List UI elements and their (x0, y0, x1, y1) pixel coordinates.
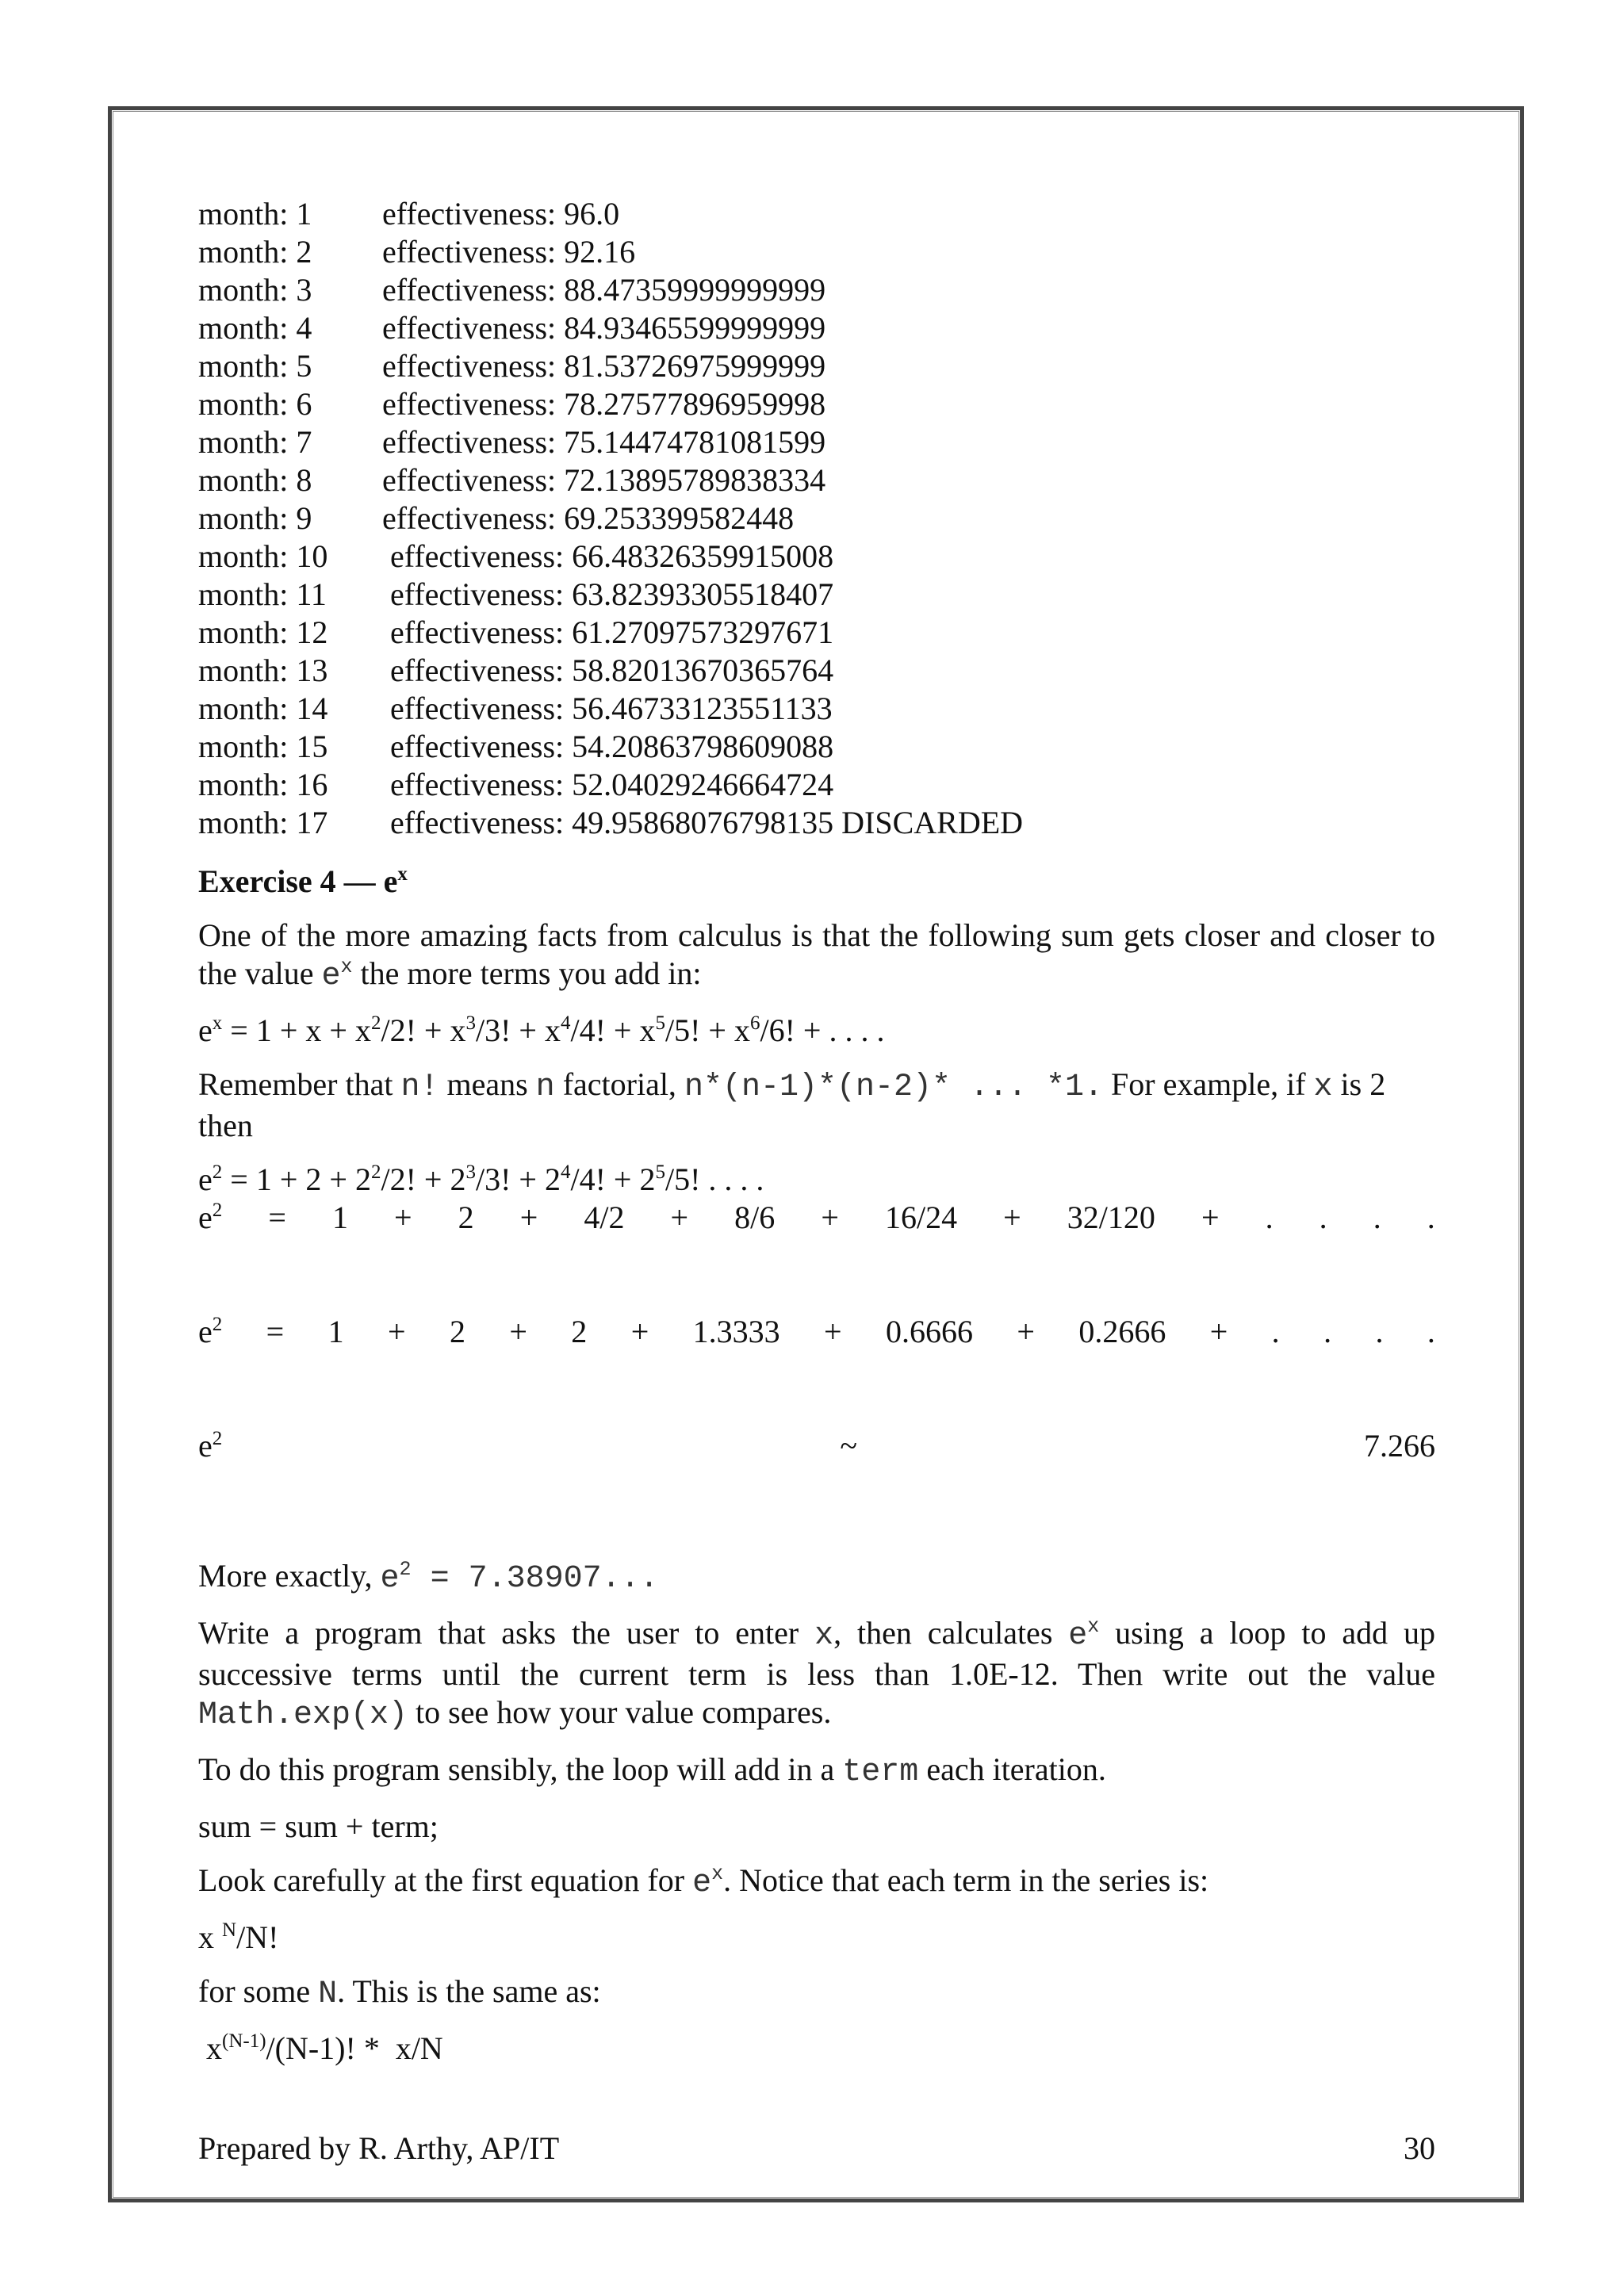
equation-term: + (1003, 1200, 1021, 1235)
effectiveness-value: effectiveness: 49.95868076798135 DISCARDED (390, 805, 1024, 840)
table-row (198, 423, 1435, 461)
e2-approx-line: $e^2$ ~ 7.266 (198, 1428, 1435, 1464)
table-row (198, 766, 1435, 804)
equation-term: + (519, 1200, 538, 1235)
month-label: month: 3 (198, 272, 312, 308)
effectiveness-value: effectiveness: 72.13895789838334 (382, 462, 826, 498)
equation-term: 0.6666 (885, 1314, 973, 1349)
equation-term: + (670, 1200, 689, 1235)
page-footer (198, 2130, 1435, 2167)
equation-term: + (1017, 1314, 1035, 1349)
equation-term: 1 (327, 1314, 344, 1349)
table-row (198, 385, 1435, 423)
effectiveness-value: effectiveness: 66.48326359915008 (390, 538, 834, 574)
equation-term: 2 (449, 1314, 465, 1349)
equation-term: . (1271, 1314, 1280, 1349)
program-task-paragraph: Write a program that asks the user to enter x, then calculates $e^x$ using a loop to add up successive terms until the current term is less than 1.0E-12. Then write out the value Math.exp(x) to see how your value compares. (198, 1615, 1435, 1733)
equation-term: 8/6 (734, 1200, 776, 1235)
month-label: month: 12 (198, 614, 328, 650)
month-label: month: 14 (198, 691, 328, 726)
same-as-paragraph: for some N. This is the same as: (198, 1973, 601, 2012)
table-row (198, 614, 1435, 652)
month-label: month: 9 (198, 500, 312, 536)
table-row (198, 690, 1435, 728)
effectiveness-value: effectiveness: 78.27577896959998 (382, 386, 826, 422)
table-row (198, 347, 1435, 385)
table-row (198, 309, 1435, 347)
term-recurrence-formula: $x^{(N-1)}/(N-1)$! * x/N (198, 2030, 443, 2066)
equation-term: . (1375, 1314, 1384, 1349)
factorial-paragraph: Remember that n! means n factorial, n*(n-1)*(n-2)* ... *1. For example, if x is 2 then (198, 1066, 1386, 1143)
table-row (198, 461, 1435, 499)
e2-fractions-line (198, 1199, 1435, 1237)
equation-lhs: $e^2$ (198, 1314, 223, 1349)
effectiveness-value: effectiveness: 96.0 (382, 196, 620, 232)
page-number: 30 (1404, 2130, 1435, 2166)
month-label: month: 2 (198, 234, 312, 270)
month-label: month: 4 (198, 310, 312, 346)
effectiveness-value: effectiveness: 56.46733123551133 (390, 691, 833, 726)
month-label: month: 17 (198, 805, 328, 840)
month-label: month: 6 (198, 386, 312, 422)
equation-note: Look carefully at the first equation for $e^x$. Notice that each term in the series is: (198, 1862, 1209, 1901)
equation-term: + (821, 1200, 839, 1235)
equation-term: = (268, 1200, 286, 1235)
exact-value: More exactly, $e^2 = 7.38907$... (198, 1558, 659, 1597)
month-label: month: 13 (198, 652, 328, 688)
page-content (198, 195, 1435, 2068)
effectiveness-table (198, 195, 1435, 842)
effectiveness-value: effectiveness: 58.82013670365764 (390, 652, 834, 688)
equation-term: + (1201, 1200, 1220, 1235)
equation-term: 16/24 (884, 1200, 958, 1235)
month-label: month: 5 (198, 348, 312, 384)
month-label: month: 8 (198, 462, 312, 498)
equation-term: . (1265, 1200, 1274, 1235)
table-row (198, 652, 1435, 690)
equation-term: 0.2666 (1078, 1314, 1166, 1349)
footer-author: Prepared by R. Arthy, AP/IT (198, 2130, 560, 2166)
table-row (198, 576, 1435, 614)
table-row (198, 728, 1435, 766)
effectiveness-value: effectiveness: 54.20863798609088 (390, 729, 834, 764)
equation-lhs: $e^2$ (198, 1200, 223, 1235)
e2-decimals-line (198, 1313, 1435, 1351)
loop-paragraph: To do this program sensibly, the loop will add in a term each iteration. (198, 1751, 1106, 1790)
table-row (198, 271, 1435, 309)
effectiveness-value: effectiveness: 52.04029246664724 (390, 767, 834, 802)
effectiveness-value: effectiveness: 88.47359999999999 (382, 272, 826, 308)
effectiveness-value: effectiveness: 63.82393305518407 (390, 576, 834, 612)
month-label: month: 15 (198, 729, 328, 764)
equation-term: 1 (331, 1200, 348, 1235)
effectiveness-value: effectiveness: 92.16 (382, 234, 636, 270)
month-label: month: 11 (198, 576, 327, 612)
equation-term: = (266, 1314, 285, 1349)
term-formula: x $^N$/N! (198, 1919, 279, 1955)
intro-paragraph: One of the more amazing facts from calculus is that the following sum gets closer and closer to the value $e^x$ the more terms you add in: (198, 917, 1435, 994)
table-row (198, 195, 1435, 233)
equation-term: . (1427, 1314, 1435, 1349)
exercise-heading: Exercise 4 — $e^x$ (198, 863, 408, 899)
series-equation: $e^x = 1 + x + x^2/2$! + $x^3/3$! + $x^4/4$! + $x^5/5$! + $x^6/6$! + . . . . (198, 1012, 885, 1048)
table-row (198, 804, 1435, 842)
effectiveness-value: effectiveness: 81.53726975999999 (382, 348, 826, 384)
equation-term: . (1373, 1200, 1381, 1235)
sum-statement: sum = sum + term; (198, 1808, 439, 1844)
equation-term: 4/2 (584, 1200, 625, 1235)
equation-term: 32/120 (1067, 1200, 1155, 1235)
month-label: month: 16 (198, 767, 328, 802)
equation-term: . (1323, 1314, 1332, 1349)
month-label: month: 10 (198, 538, 328, 574)
table-row (198, 233, 1435, 271)
e2-expansion: $e^2 = 1 + 2 + 2^2/2$! + $2^3/3$! + $2^4/4$! + $2^5/5$! . . . . (198, 1161, 764, 1197)
effectiveness-value: effectiveness: 75.14474781081599 (382, 424, 826, 460)
effectiveness-value: effectiveness: 69.253399582448 (382, 500, 795, 536)
equation-term: 1.3333 (692, 1314, 780, 1349)
equation-term: + (1209, 1314, 1228, 1349)
equation-term: + (509, 1314, 527, 1349)
equation-term: . (1319, 1200, 1327, 1235)
equation-term: + (388, 1314, 406, 1349)
effectiveness-value: effectiveness: 84.93465599999999 (382, 310, 826, 346)
table-row (198, 538, 1435, 576)
equation-term: 2 (458, 1200, 474, 1235)
equation-term: + (630, 1314, 649, 1349)
equation-term: . (1427, 1200, 1435, 1235)
effectiveness-value: effectiveness: 61.27097573297671 (390, 614, 834, 650)
equation-term: 2 (571, 1314, 588, 1349)
table-row (198, 499, 1435, 538)
equation-term: + (824, 1314, 842, 1349)
month-label: month: 7 (198, 424, 312, 460)
month-label: month: 1 (198, 196, 312, 232)
equation-term: + (394, 1200, 412, 1235)
